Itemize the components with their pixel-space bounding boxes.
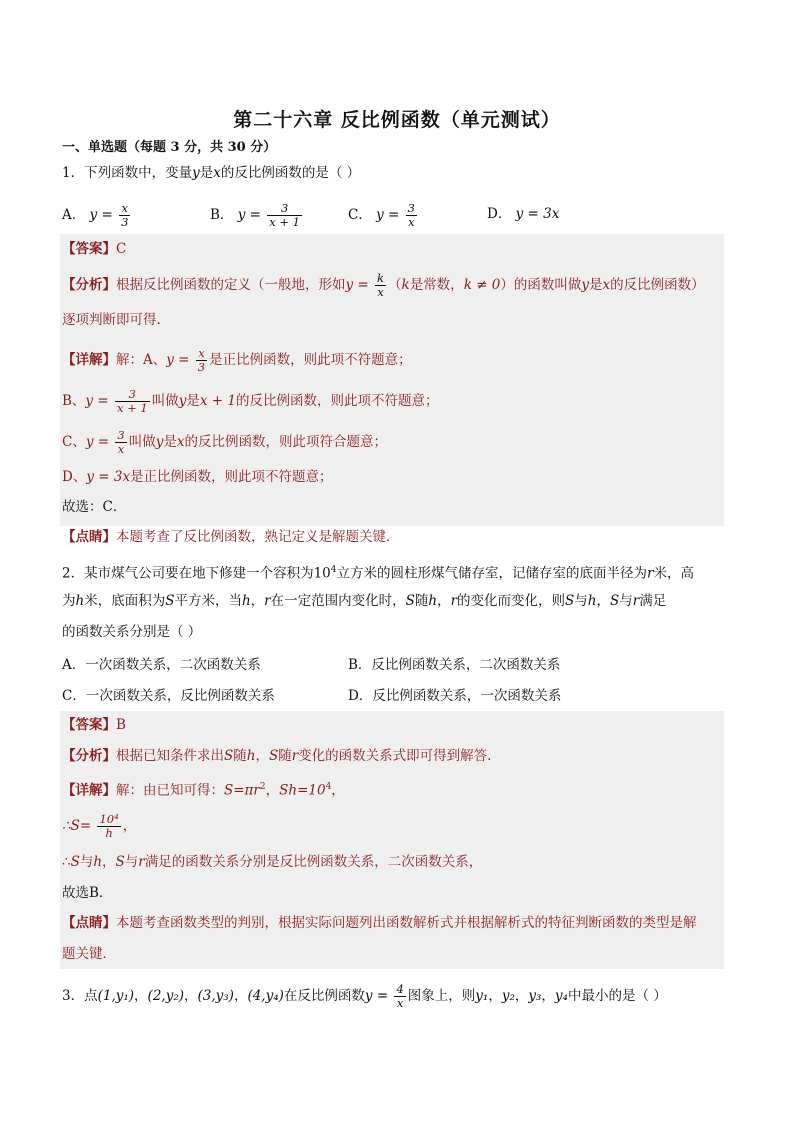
q2-stem-line3: 的函数关系分别是（ ） — [62, 624, 202, 640]
q1-analysis-line2: 逐项判断即可得. — [62, 312, 161, 328]
q2-stem-line2: 为h米，底面积为S平方米，当h，r在一定范围内变化时，S随h，r的变化而变化，则S与h，S与r满足 — [62, 593, 667, 609]
q2-detail-a: 【详解】解：由已知可得：$S=\pi r^2$，$Sh=10^4$， — [62, 782, 345, 799]
q1-choice: 故选：C． — [62, 499, 127, 515]
fraction: $\frac{3}{x + 1}$ — [269, 201, 300, 229]
fraction: $\frac{3}{x + 1}$ — [116, 387, 148, 415]
q2-option-b: B．反比例函数关系，二次函数关系 — [348, 657, 561, 673]
q1-comment: 【点睛】本题考查了反比例函数，熟记定义是解题关键． — [62, 529, 400, 545]
q2-option-d: D．反比例函数关系，一次函数关系 — [348, 688, 562, 704]
q2-comment-line1: 【点睛】本题考查函数类型的判别，根据实际问题列出函数解析式并根据解析式的特征判断函数的类型是解 — [62, 915, 697, 931]
q1-detail-a: 【详解】解：A、y = $\frac{x}{3}$ 是正比例函数，则此项不符题意； — [62, 346, 412, 374]
q2-option-a: A．一次函数关系，二次函数关系 — [62, 657, 261, 673]
q2-detail-b: ∴S= $\frac{\text{10⁴}}{h}$ ， — [62, 812, 137, 840]
q1-answer: 【答案】C — [62, 241, 127, 257]
q2-analysis: 【分析】根据已知条件求出S随h，S随r变化的函数关系式即可得到解答. — [62, 748, 492, 764]
q2-option-c: C．一次函数关系，反比例函数关系 — [62, 688, 275, 704]
q2-choice: 故选B． — [62, 885, 113, 901]
section-heading: 一、单选题（每题 3 分，共 30 分） — [62, 140, 277, 155]
fraction: $\frac{x}{3}$ — [197, 346, 206, 374]
q1-option-d: D． y = 3x — [487, 206, 560, 222]
q1-option-c: C． y = $\frac{3}{x}$ — [348, 201, 415, 229]
q1-option-b: B． y = $\frac{3}{x + 1}$ — [210, 201, 300, 229]
fraction: $\frac{k}{x}$ — [377, 271, 384, 299]
fraction: $\frac{3}{x}$ — [407, 201, 415, 229]
fraction: $\frac{3}{x}$ — [117, 428, 125, 456]
q1-detail-d: D、y = 3x是正比例函数，则此项不符题意； — [62, 469, 333, 485]
q1-option-a: A． y = $\frac{x}{3}$ — [62, 201, 129, 229]
q3-stem: 3．点(1,y₁)，(2,y₂)，(3,y₃)，(4,y₄)在反比例函数y = $\frac{4}{x}$ 图象上，则y₁，y₂，y₃，y₄中最小的是（ ） — [62, 982, 667, 1010]
fraction: $\frac{x}{3}$ — [121, 201, 129, 229]
q2-answer: 【答案】B — [62, 717, 126, 733]
q2-comment-line2: 题关键． — [62, 946, 116, 962]
fraction: $\frac{4}{x}$ — [396, 982, 404, 1010]
fraction: $\frac{\text{10⁴}}{h}$ — [99, 812, 119, 840]
q2-detail-c: ∴S与h，S与r满足的函数关系分别是反比例函数关系，二次函数关系， — [62, 854, 483, 870]
q1-analysis: 【分析】根据反比例函数的定义（一般地，形如y = $\frac{k}{x}$ （k是常数，k ≠ 0）的函数叫做y是x的反比例函数） — [62, 271, 705, 299]
page-title: 第二十六章 反比例函数（单元测试） — [233, 109, 561, 131]
q1-detail-b: B、y = $\frac{3}{x + 1}$ 叫做y是x + 1的反比例函数，则此项不符题意； — [62, 387, 439, 415]
q1-detail-c: C、y = $\frac{3}{x}$ 叫做y是x的反比例函数，则此项符合题意； — [62, 428, 387, 456]
q2-stem-line1: 2．某市煤气公司要在地下修建一个容积为$10^4$立方米的圆柱形煤气储存室，记储存室的底面半径为r米，高 — [62, 565, 694, 582]
q1-stem: 1．下列函数中，变量y是x的反比例函数的是（ ） — [62, 165, 361, 181]
